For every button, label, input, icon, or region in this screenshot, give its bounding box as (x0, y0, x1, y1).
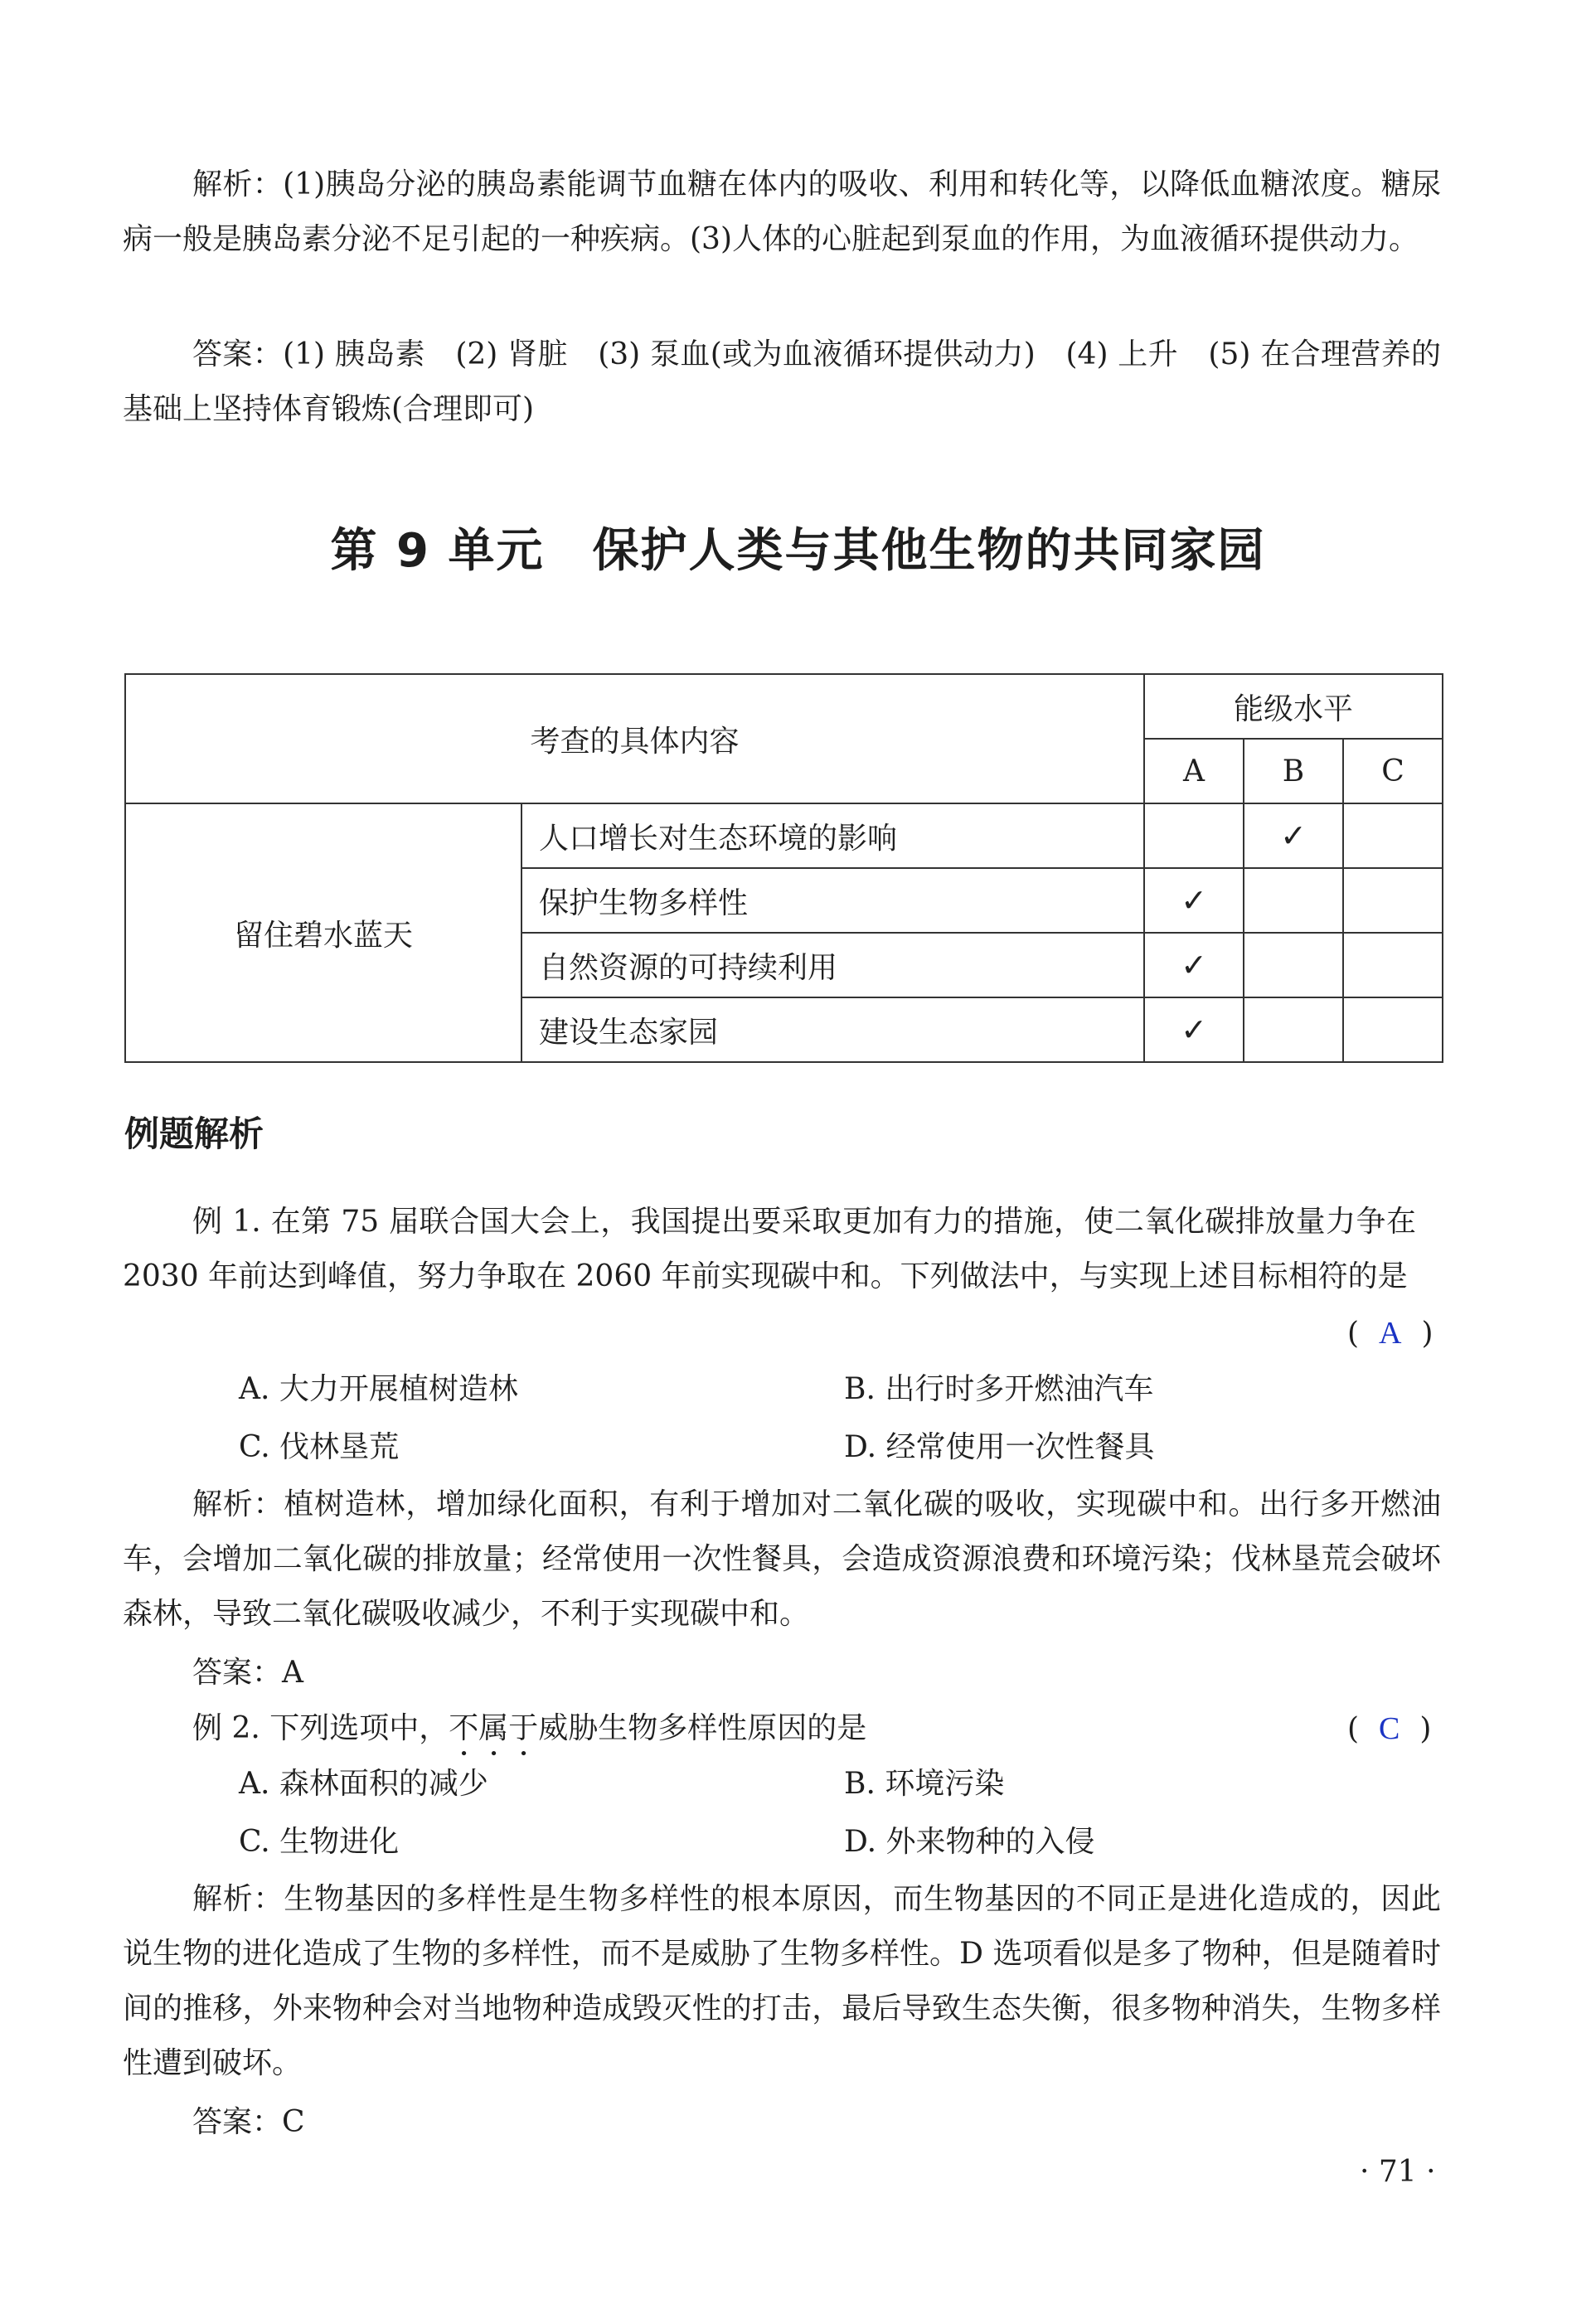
header-level: 能级水平 (1144, 674, 1443, 739)
section-title: 例题解析 (124, 1113, 264, 1154)
row-check-b (1244, 868, 1343, 933)
group-cell: 留住碧水蓝天 (125, 803, 521, 1062)
ex1-answer-bracket: ( A ) (1347, 1316, 1433, 1351)
row-check-c (1343, 997, 1443, 1062)
row-item: 建设生态家园 (521, 997, 1144, 1062)
ex2-option: D. 外来物种的入侵 (844, 1825, 1095, 1859)
ex2-answer: 答案：C (192, 2105, 305, 2139)
ex2-analysis: 解析：生物基因的多样性是生物多样性的根本原因，而生物基因的不同正是进化造成的，因此说生物的进化造成了生物的多样性，而不是威胁了生物多样性。D 选项看似是多了物种，但是随着时间的推移，外来物种会对当地物种造成毁灭性的打击，最后导致生态失衡，很多物种消失，生物多样性遭到破坏。 (123, 1882, 1441, 2080)
row-check-b (1244, 997, 1343, 1062)
ex1-option: C. 伐林垦荒 (239, 1430, 400, 1464)
ex2-option: C. 生物进化 (239, 1825, 400, 1859)
ex1-option: B. 出行时多开燃油汽车 (844, 1372, 1154, 1406)
ex1-answer: 答案：A (192, 1656, 303, 1690)
unit-title: 第 9 单元 保护人类与其他生物的共同家园 (330, 524, 1266, 578)
row-check-c (1343, 868, 1443, 933)
ex1-option: A. 大力开展植树造林 (239, 1372, 518, 1406)
ex1-analysis: 解析：植树造林，增加绿化面积，有利于增加对二氧化碳的吸收，实现碳中和。出行多开燃油车，会增加二氧化碳的排放量；经常使用一次性餐具，会造成资源浪费和环境污染；伐林垦荒会破坏森林，导致二氧化碳吸收减少，不利于实现碳中和。 (123, 1487, 1441, 1631)
row-check-c (1343, 933, 1443, 997)
ex1-answer-letter: A (1379, 1316, 1402, 1351)
row-item: 人口增长对生态环境的影响 (521, 803, 1144, 868)
row-check-b (1244, 933, 1343, 997)
check-mark-icon: ✓ (1144, 868, 1244, 933)
ex2-answer-letter: C (1379, 1711, 1400, 1746)
ex2-option: A. 森林面积的减少 (239, 1767, 488, 1801)
check-mark-icon: ✓ (1144, 933, 1244, 997)
level-table (124, 673, 1443, 1063)
check-mark-icon: ✓ (1244, 803, 1343, 868)
row-item: 保护生物多样性 (521, 868, 1144, 933)
level-c: C (1343, 739, 1443, 803)
ex1-question: 例 1. 在第 75 届联合国大会上，我国提出要采取更加有力的措施，使二氧化碳排放量力争在 2030 年前达到峰值，努力争取在 2060 年前实现碳中和。下列做法中，与实现上述目标相符的是 (123, 1205, 1416, 1293)
row-item: 自然资源的可持续利用 (521, 933, 1144, 997)
prev-answer: 答案：(1) 胰岛素 (2) 肾脏 (3) 泵血(或为血液循环提供动力) (4) 上升 (5) 在合理营养的基础上坚持体育锻炼(合理即可) (123, 337, 1441, 426)
check-mark-icon: ✓ (1144, 997, 1244, 1062)
page-number: · 71 · (1360, 2155, 1436, 2189)
row-check-a (1144, 803, 1244, 868)
prev-analysis: 解析：(1)胰岛分泌的胰岛素能调节血糖在体内的吸收、利用和转化等，以降低血糖浓度。糖尿病一般是胰岛素分泌不足引起的一种疾病。(3)人体的心脏起到泵血的作用，为血液循环提供动力。 (123, 167, 1441, 256)
level-a: A (1144, 739, 1244, 803)
ex2-emphasis: 不属于 (449, 1711, 539, 1745)
ex2-option: B. 环境污染 (844, 1767, 1005, 1801)
ex1-option: D. 经常使用一次性餐具 (844, 1430, 1155, 1464)
header-content: 考查的具体内容 (125, 674, 1144, 803)
level-b: B (1244, 739, 1343, 803)
row-check-c (1343, 803, 1443, 868)
ex2-question: 例 2. 下列选项中，不属于威胁生物多样性原因的是 (192, 1711, 867, 1745)
ex2-answer-bracket: ( C ) (1347, 1711, 1432, 1746)
